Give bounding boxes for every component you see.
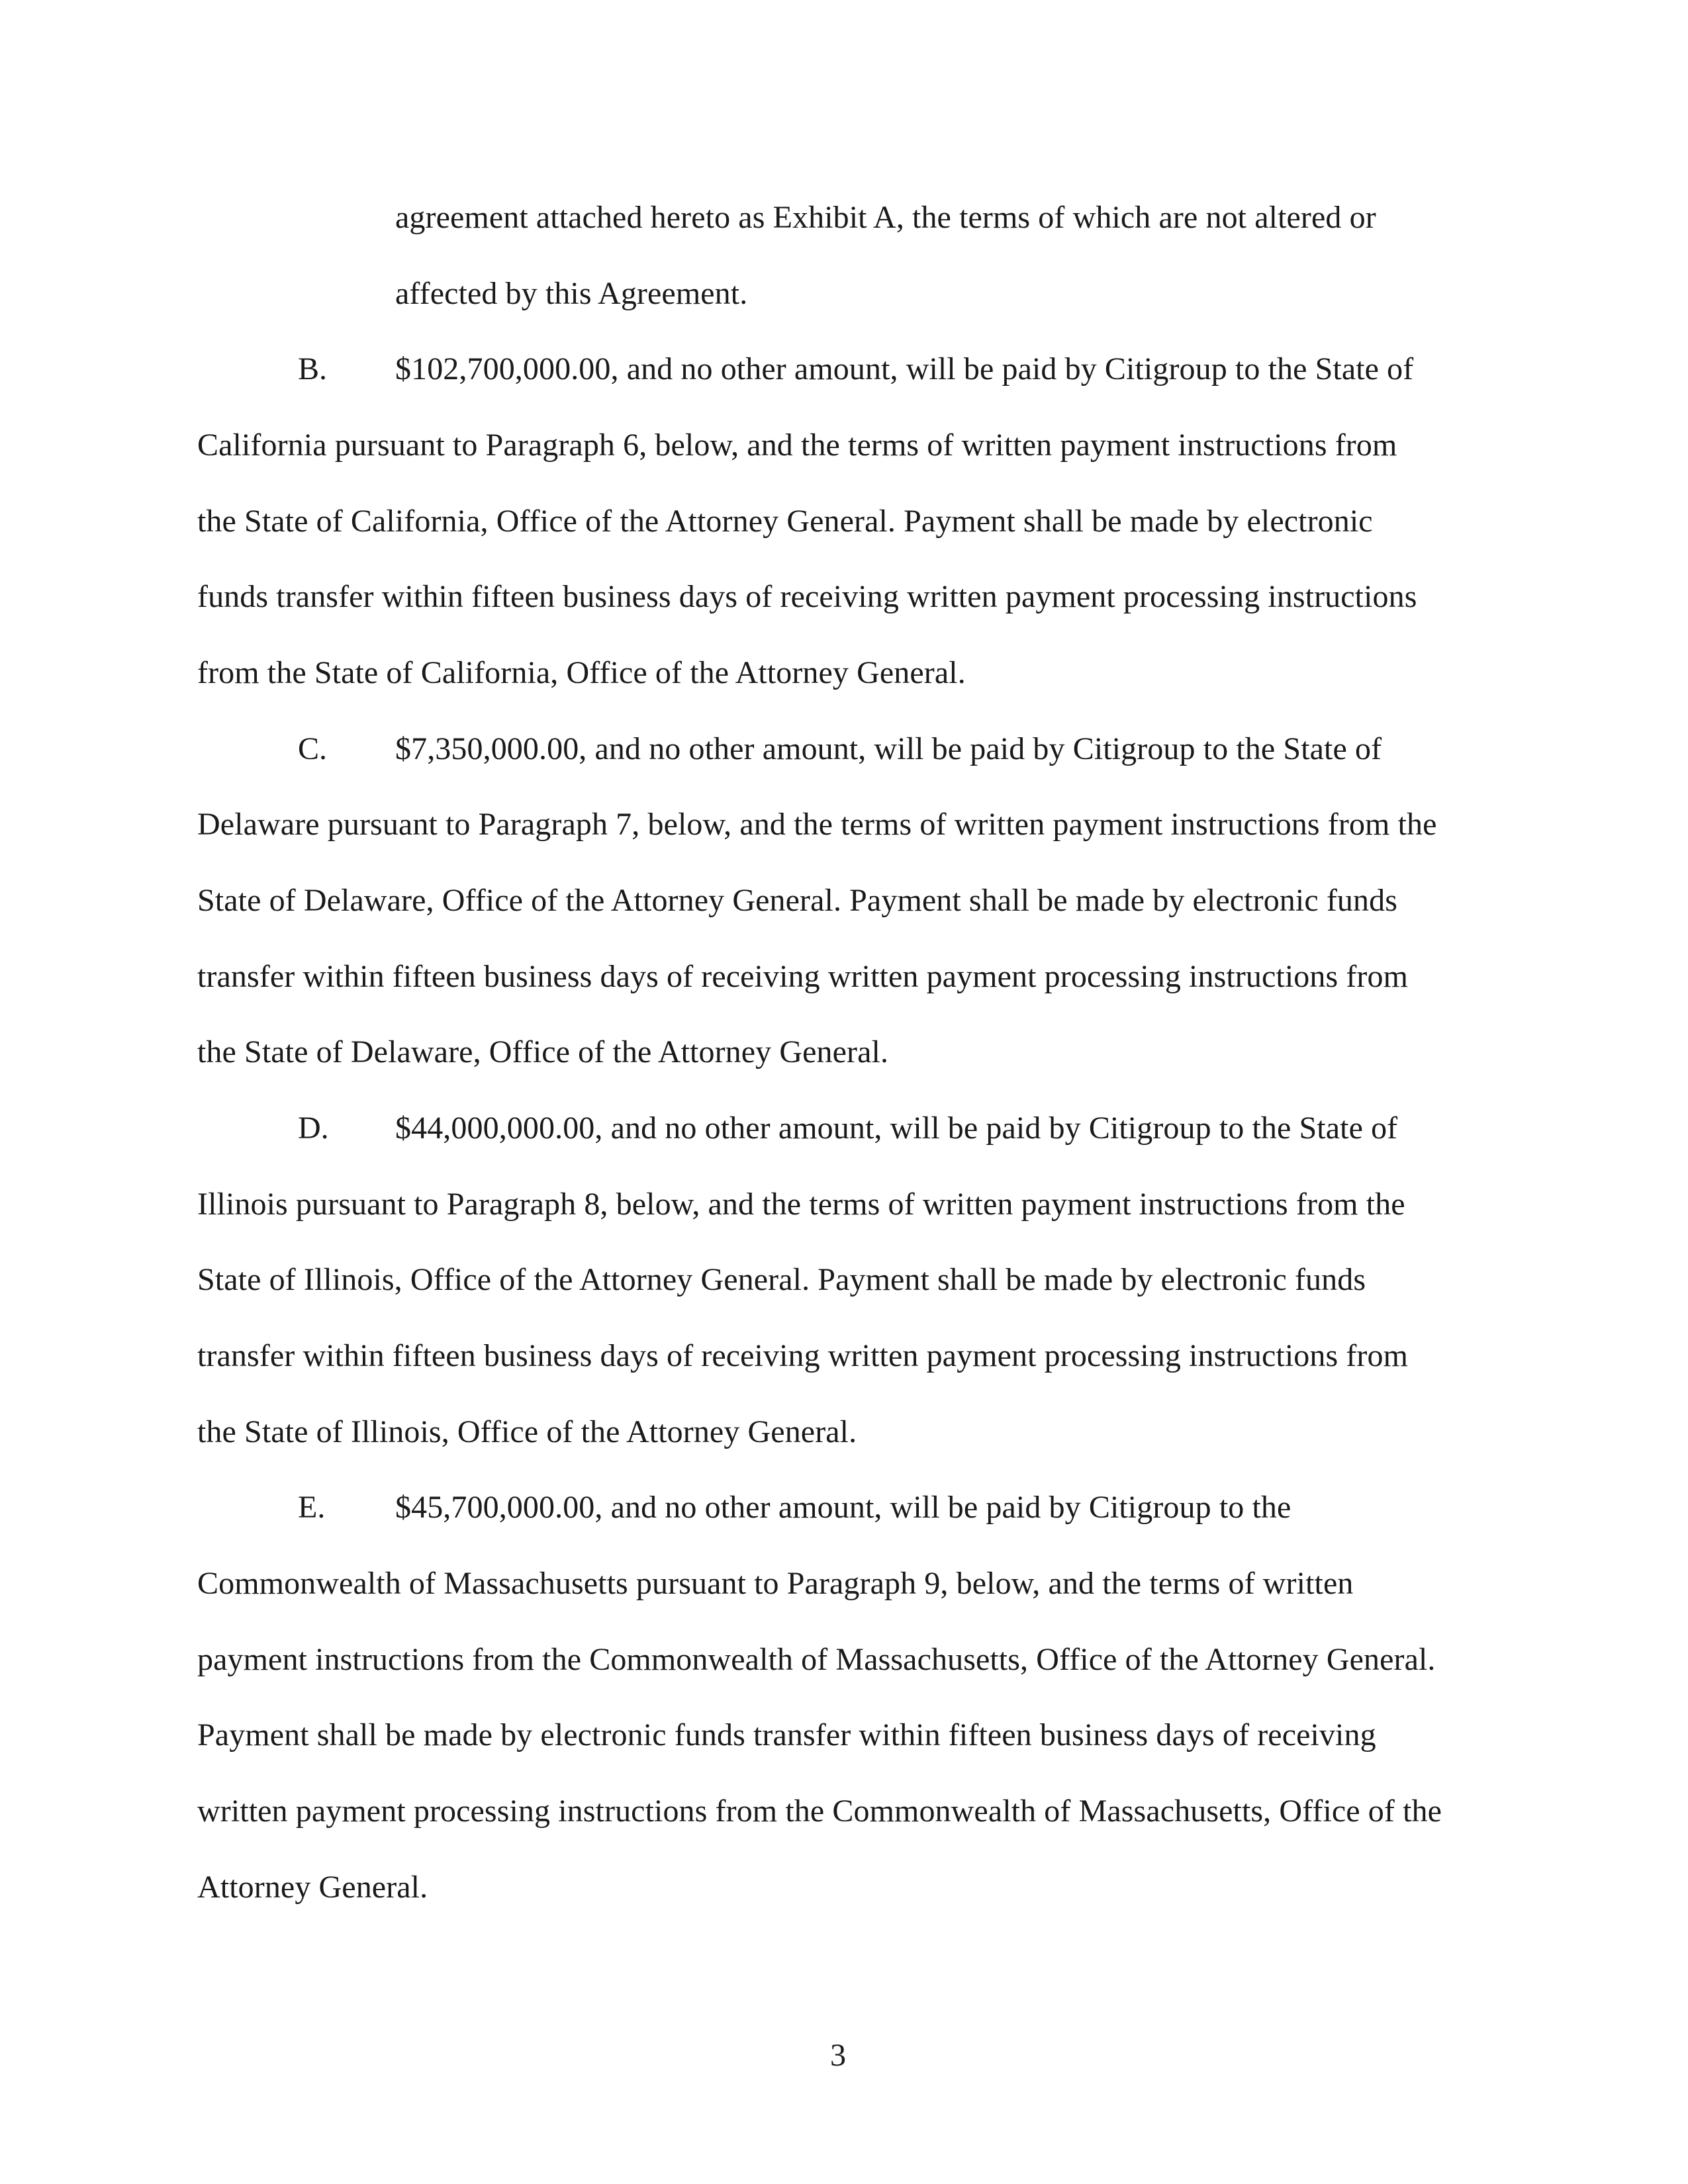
paragraph-marker: C. [298, 731, 328, 766]
paragraph-line: Payment shall be made by electronic funds transfer within fifteen business days of receiving [197, 1717, 1376, 1752]
paragraph-line: transfer within fifteen business days of receiving written payment processing instructions from [197, 1338, 1409, 1373]
paragraph-line: written payment processing instructions from the Commonwealth of Massachusetts, Office of the [197, 1794, 1442, 1829]
page-number: 3 [830, 2038, 846, 2073]
paragraph-line: the State of Illinois, Office of the Attorney General. [197, 1414, 857, 1449]
paragraph-line: payment instructions from the Commonwealth of Massachusetts, Office of the Attorney General. [197, 1642, 1436, 1677]
paragraph-line: $44,000,000.00, and no other amount, will be paid by Citigroup to the State of [395, 1111, 1398, 1146]
paragraph-line: Illinois pursuant to Paragraph 8, below, and the terms of written payment instructions from the [197, 1187, 1405, 1222]
paragraph-line: California pursuant to Paragraph 6, below, and the terms of written payment instructions from [197, 428, 1397, 463]
paragraph-marker: B. [298, 351, 328, 387]
paragraph-line: transfer within fifteen business days of receiving written payment processing instructions from [197, 959, 1409, 994]
paragraph-line: the State of California, Office of the Attorney General. Payment shall be made by electronic [197, 504, 1373, 539]
paragraph-line: funds transfer within fifteen business days of receiving written payment processing instructions [197, 579, 1417, 614]
paragraph-line: $7,350,000.00, and no other amount, will be paid by Citigroup to the State of [395, 731, 1382, 766]
paragraph-line: $45,700,000.00, and no other amount, will be paid by Citigroup to the [395, 1490, 1291, 1525]
paragraph-line: from the State of California, Office of the Attorney General. [197, 655, 966, 690]
paragraph-line: State of Delaware, Office of the Attorney General. Payment shall be made by electronic funds [197, 883, 1397, 918]
paragraph-marker: D. [298, 1111, 329, 1146]
paragraph-line: Delaware pursuant to Paragraph 7, below, and the terms of written payment instructions from the [197, 807, 1437, 842]
paragraph-marker: E. [298, 1490, 326, 1525]
paragraph-line: the State of Delaware, Office of the Attorney General. [197, 1034, 889, 1069]
paragraph-line: Commonwealth of Massachusetts pursuant to Paragraph 9, below, and the terms of written [197, 1566, 1354, 1601]
paragraph-line: Attorney General. [197, 1870, 428, 1905]
intro-line: agreement attached hereto as Exhibit A, the terms of which are not altered or [395, 200, 1376, 235]
paragraph-line: $102,700,000.00, and no other amount, will be paid by Citigroup to the State of [395, 351, 1414, 387]
paragraph-line: State of Illinois, Office of the Attorney General. Payment shall be made by electronic funds [197, 1262, 1366, 1297]
intro-line: affected by this Agreement. [395, 276, 748, 311]
